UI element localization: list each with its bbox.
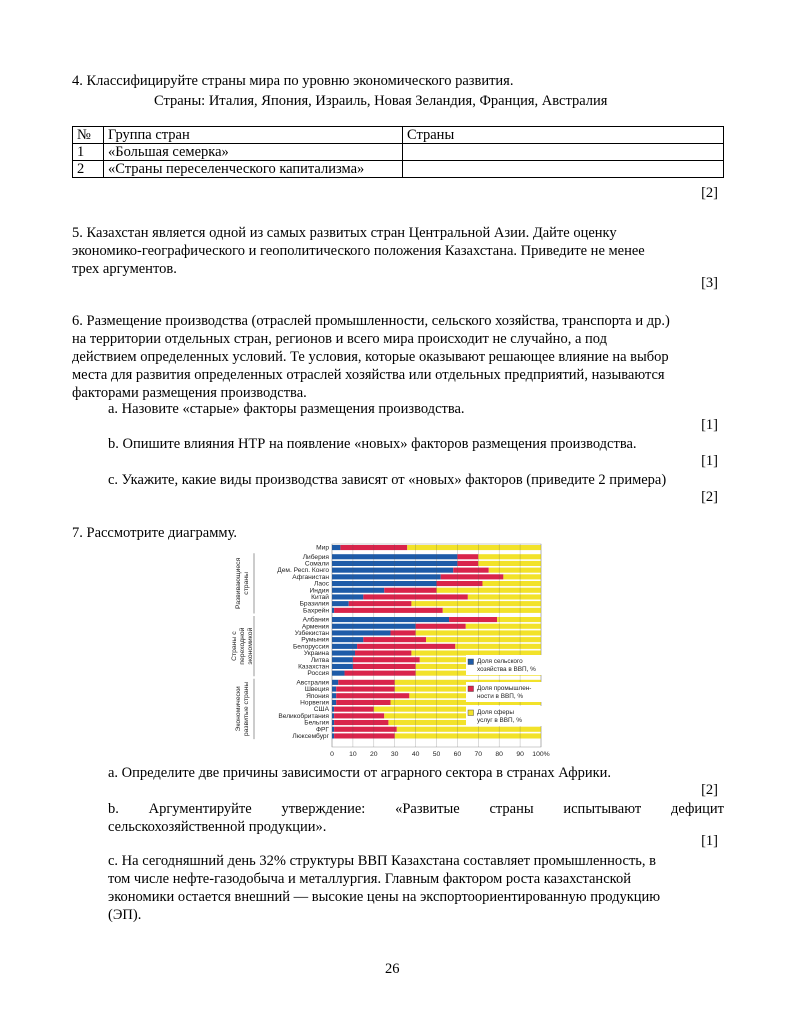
gdp-structure-chart — [228, 540, 568, 766]
bar-segment — [407, 545, 541, 550]
bar-segment — [384, 588, 436, 593]
table-header-row — [73, 127, 724, 144]
category-label: Япония — [306, 692, 329, 700]
x-tick-label: 90 — [516, 751, 524, 758]
bar-segment — [332, 651, 355, 656]
bar-segment — [391, 630, 416, 635]
x-tick-label: 40 — [411, 751, 420, 758]
q6-line1: 6. Размещение производства (отраслей промышленности, сельского хозяйства, транспорта и др.) — [72, 313, 670, 329]
q7-b-word: дефицит — [670, 801, 724, 817]
bar-segment — [332, 588, 384, 593]
category-label: Мир — [316, 544, 329, 552]
bar-segment — [437, 581, 483, 586]
table-row — [73, 144, 724, 161]
bar-segment — [332, 657, 353, 662]
category-label: Дем. Респ. Конго — [277, 567, 329, 575]
bar-segment — [332, 630, 391, 635]
table-header-cell: № — [73, 127, 104, 144]
category-label: Люксембург — [292, 733, 329, 740]
category-label: Индия — [309, 587, 329, 595]
q7-b-mark: [1] — [701, 833, 718, 849]
bar-segment — [503, 574, 541, 579]
category-label: США — [313, 706, 329, 714]
q7-c-line1: c. На сегодняшний день 32% структуры ВВП Казахстана составляет промышленность, в — [108, 853, 656, 869]
q7-b-word: «Развитые — [395, 801, 460, 817]
bar-segment — [334, 733, 395, 738]
bar-segment — [349, 601, 412, 606]
bar-segment — [395, 733, 541, 738]
bar-segment — [497, 617, 541, 622]
table-header-cell: Страны — [403, 127, 724, 144]
bar-segment — [397, 727, 541, 732]
category-label: Россия — [307, 670, 329, 678]
bar-segment — [332, 574, 441, 579]
group-label: Развивающиеся — [235, 557, 242, 609]
bar-segment — [334, 720, 388, 725]
x-tick-label: 20 — [370, 751, 378, 758]
category-label: Швеция — [304, 686, 329, 694]
group-label: Страны с — [231, 631, 238, 661]
q5-mark: [3] — [701, 275, 718, 291]
bar-segment — [437, 588, 542, 593]
bar-segment — [334, 707, 374, 712]
q6-line5: факторами размещения производства. — [72, 385, 307, 401]
table-cell-answer[interactable] — [403, 161, 724, 178]
bar-segment — [332, 644, 357, 649]
category-label: Лаос — [314, 580, 329, 588]
table-header-cell: Группа стран — [104, 127, 403, 144]
bar-segment — [411, 601, 541, 606]
bar-segment — [334, 608, 443, 613]
bar-segment — [334, 727, 397, 732]
bar-segment — [332, 713, 334, 718]
q4-mark: [2] — [701, 185, 718, 201]
category-label: Норвегия — [300, 699, 329, 707]
legend-label: услуг в ВВП, % — [477, 717, 522, 724]
x-tick-label: 60 — [453, 751, 462, 758]
bar-segment — [449, 617, 497, 622]
q4-countries: Страны: Италия, Япония, Израиль, Новая Зеландия, Франция, Австралия — [154, 93, 608, 109]
q7-b-word: утверждение: — [281, 801, 366, 817]
table-cell: «Большая семерка» — [104, 144, 403, 161]
legend-label: ности в ВВП, % — [477, 693, 524, 700]
bar-segment — [332, 671, 345, 676]
bar-segment — [332, 693, 336, 698]
x-tick-label: 0 — [330, 751, 334, 758]
q7-b-word: страны — [489, 801, 534, 817]
category-label: Украина — [303, 650, 329, 658]
bar-segment — [332, 608, 334, 613]
q4-table — [72, 126, 724, 178]
q6-a-mark: [1] — [701, 417, 718, 433]
category-label: Армения — [301, 623, 329, 631]
bar-segment — [332, 664, 353, 669]
q4-title: 4. Классифицируйте страны мира по уровню экономического развития. — [72, 73, 514, 89]
legend-label: Доля промышлен- — [477, 685, 532, 692]
x-tick-label: 50 — [432, 751, 441, 758]
category-label: Либерия — [302, 553, 329, 561]
group-label: страны — [243, 571, 250, 595]
q7-title: 7. Рассмотрите диаграмму. — [72, 525, 238, 541]
bar-segment — [332, 687, 336, 692]
category-label: Албания — [302, 616, 329, 624]
x-tick-label: 70 — [474, 751, 483, 758]
bar-segment — [489, 568, 541, 573]
bar-segment — [332, 680, 338, 685]
bar-segment — [466, 624, 541, 629]
q6-line4: места для развития определенных отраслей хозяйства или отдельных предприятий, называются — [72, 367, 665, 383]
bar-segment — [353, 664, 416, 669]
q6-b-mark: [1] — [701, 453, 718, 469]
category-label: Бразилия — [299, 600, 329, 608]
legend-label: Доля сферы — [477, 709, 514, 716]
legend-swatch — [468, 659, 474, 665]
x-tick-label: 30 — [390, 751, 399, 758]
table-cell: «Страны переселенческого капитализма» — [104, 161, 403, 178]
category-label: Бельгия — [304, 719, 329, 727]
bar-segment — [332, 594, 363, 599]
legend-label: хозяйства в ВВП, % — [477, 666, 536, 673]
legend-swatch — [468, 710, 474, 716]
bar-segment — [468, 594, 541, 599]
bar-segment — [411, 651, 541, 656]
q5-line3: трех аргументов. — [72, 261, 177, 277]
category-label: ФРГ — [316, 726, 329, 734]
bar-segment — [332, 568, 453, 573]
category-label: Великобритания — [278, 712, 329, 720]
bar-segment — [336, 687, 395, 692]
category-label: Бахрейн — [303, 607, 329, 615]
bar-segment — [332, 720, 334, 725]
q7-c-line3: экономики остается внешний — высокие цены на экспортоориентированную продукцию — [108, 889, 661, 905]
q7-b-word: b. — [108, 801, 119, 817]
bar-segment — [416, 624, 466, 629]
q6-line3: действием определенных условий. Те условия, которые оказывают решающее влияние на выбор — [72, 349, 669, 365]
bar-segment — [357, 644, 455, 649]
legend-swatch — [468, 686, 474, 692]
bar-segment — [332, 545, 340, 550]
bar-segment — [482, 581, 541, 586]
q7-c-line4: (ЭП). — [108, 907, 142, 923]
q6-c: c. Укажите, какие виды производства зависят от «новых» факторов (приведите 2 примера) — [108, 472, 667, 488]
bar-segment — [332, 727, 334, 732]
category-label: Узбекистан — [294, 630, 329, 637]
bar-segment — [332, 617, 449, 622]
bar-segment — [453, 568, 489, 573]
bar-segment — [455, 644, 541, 649]
x-tick-label: 100% — [532, 751, 550, 758]
q5-line1: 5. Казахстан является одной из самых развитых стран Центральной Азии. Дайте оценку — [72, 225, 617, 241]
bar-segment — [426, 637, 541, 642]
bar-segment — [457, 554, 478, 559]
q7-c-line2: том числе нефте-газодобыча и металлургия. Главным фактором роста казахстанской — [108, 871, 631, 887]
bar-segment — [355, 651, 411, 656]
q7-b-word: Аргументируйте — [148, 801, 252, 817]
bar-segment — [332, 601, 349, 606]
bar-segment — [457, 561, 478, 566]
category-label: Белоруссия — [292, 643, 329, 651]
bar-segment — [345, 671, 416, 676]
q7-a-mark: [2] — [701, 782, 718, 798]
group-label: Экономически — [235, 686, 242, 732]
bar-segment — [338, 680, 394, 685]
q7-b-word: испытывают — [563, 801, 642, 817]
category-label: Афганистан — [292, 573, 329, 581]
q7-b-line2: сельскохозяйственной продукции». — [108, 819, 327, 835]
bar-segment — [336, 693, 409, 698]
table-row — [73, 161, 724, 178]
page-number: 26 — [385, 961, 400, 977]
bar-segment — [332, 637, 363, 642]
bar-segment — [332, 581, 437, 586]
group-label: переходной — [239, 627, 246, 665]
q6-line2: на территории отдельных стран, регионов и всего мира происходит не случайно, а под — [72, 331, 607, 347]
q6-a: a. Назовите «старые» факторы размещения производства. — [108, 401, 465, 417]
bar-segment — [334, 713, 384, 718]
table-cell: 2 — [73, 161, 104, 178]
q7-a: a. Определите две причины зависимости от аграрного сектора в странах Африки. — [108, 765, 612, 781]
category-label: Казахстан — [298, 663, 329, 671]
category-label: Китай — [311, 594, 329, 601]
group-label: экономикой — [247, 627, 254, 665]
table-cell-answer[interactable] — [403, 144, 724, 161]
q6-c-mark: [2] — [701, 489, 718, 505]
legend-label: Доля сельского — [477, 658, 523, 665]
bar-segment — [336, 700, 390, 705]
category-label: Австралия — [296, 679, 329, 687]
bar-segment — [478, 554, 541, 559]
bar-segment — [353, 657, 420, 662]
group-label: развитые страны — [243, 681, 250, 737]
x-tick-label: 10 — [349, 751, 357, 758]
category-label: Румыния — [301, 636, 329, 644]
table-cell: 1 — [73, 144, 104, 161]
bar-segment — [441, 574, 504, 579]
x-tick-label: 80 — [495, 751, 503, 758]
category-label: Литва — [310, 656, 329, 664]
category-label: Сомали — [304, 560, 329, 568]
bar-segment — [478, 561, 541, 566]
bar-segment — [332, 700, 336, 705]
q5-line2: экономико-географического и геополитического положения Казахстана. Приведите не менее — [72, 243, 645, 259]
bar-segment — [332, 733, 334, 738]
bar-segment — [332, 707, 334, 712]
q7-b-line1 — [108, 800, 724, 818]
q6-b: b. Опишите влияния НТР на появление «новых» факторов размещения производства. — [108, 436, 637, 452]
